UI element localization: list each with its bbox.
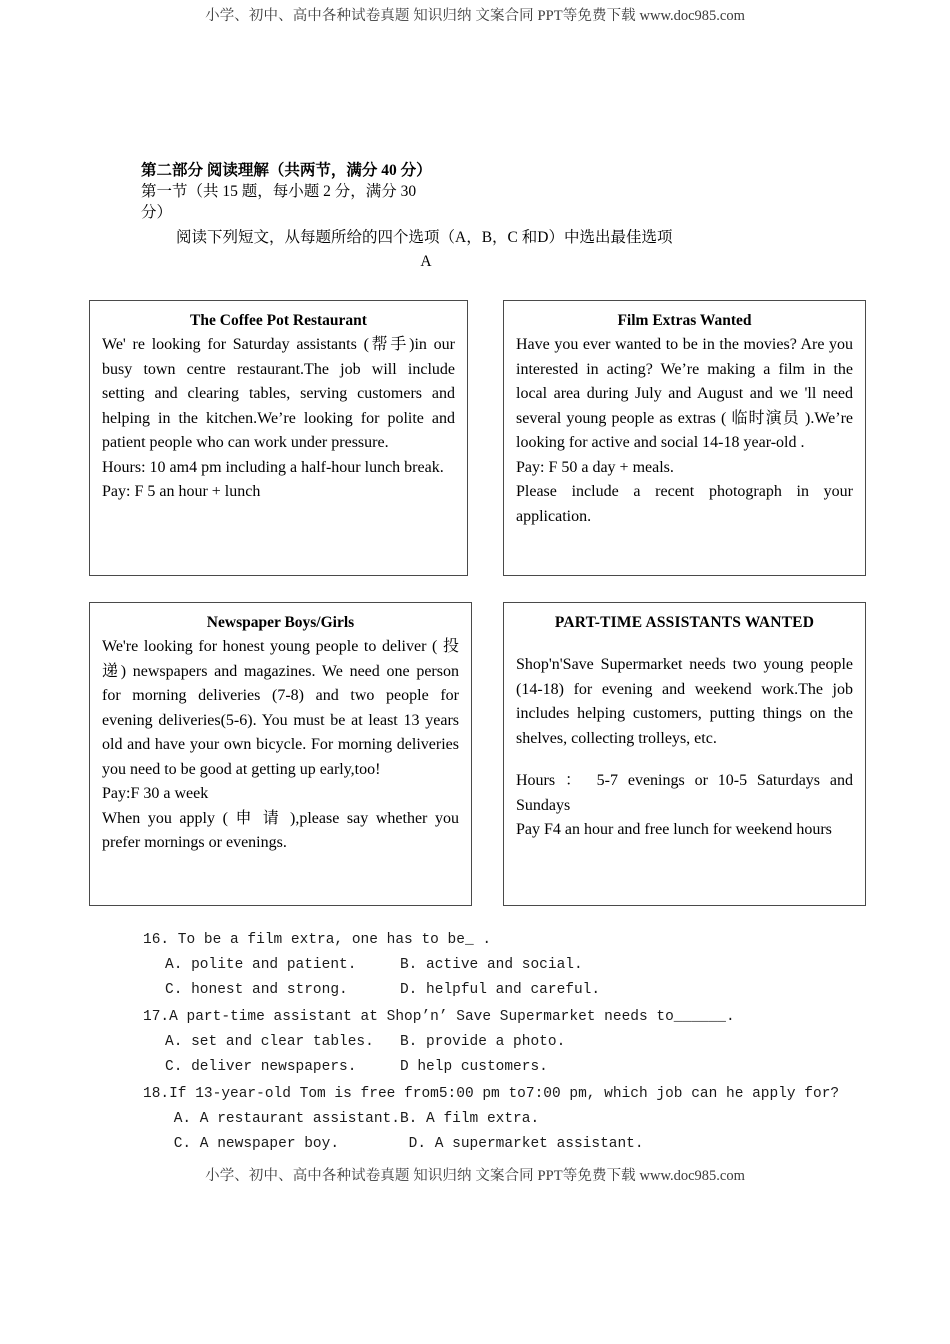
ad-body xyxy=(516,635,853,843)
ad-title: Film Extras Wanted xyxy=(617,312,752,329)
question-stem: 17.A part-time assistant at Shop’n’ Save Supermarket needs to______. xyxy=(143,1009,735,1025)
ad-box-film-extras-wanted xyxy=(503,300,866,576)
header-watermark-url: www.doc985.com xyxy=(639,8,745,24)
question-item-18 xyxy=(143,1082,903,1157)
question-item-16 xyxy=(143,928,903,1003)
ad-paragraph: When you apply ( 申 请 ),please say whether you prefer mornings or evenings. xyxy=(102,809,459,851)
ad-spacer xyxy=(516,751,853,769)
part-title: 第二部分 阅读理解（共两节，满分 40 分） xyxy=(141,162,432,179)
footer-watermark-url: www.doc985.com xyxy=(639,1168,745,1184)
question-stem: 18.If 13-year-old Tom is free from5:00 pm to7:00 pm, which job can he apply for? xyxy=(143,1086,840,1102)
header-watermark xyxy=(0,4,950,25)
ad-paragraph: Shop'n'Save Supermarket needs two young people (14-18) for evening and weekend work.The job includes helping customers, putting things on the shelves, collecting trolleys, etc. xyxy=(516,656,853,747)
section-heading-block xyxy=(141,160,841,272)
question-options-row[interactable]: C. A newspaper boy. D. A supermarket assistant. xyxy=(165,1136,644,1152)
passage-letter: A xyxy=(420,253,432,270)
ad-paragraph: We' re looking for Saturday assistants (帮手)in our busy town centre restaurant.The job will include setting and clearing tables, serving customers and helping in the kitchen.We’re looking for polite and patient people who can work under pressure. xyxy=(102,336,455,451)
ad-body xyxy=(102,635,459,856)
question-options-row[interactable]: C. deliver newspapers. D help customers. xyxy=(165,1059,548,1075)
question-options-row[interactable]: A. polite and patient. B. active and social. xyxy=(165,957,583,973)
question-options-row[interactable]: A. A restaurant assistant.B. A film extra. xyxy=(165,1111,540,1127)
header-watermark-text: 小学、初中、高中各种试卷真题 知识归纳 文案合同 PPT等免费下载 xyxy=(205,8,636,24)
ad-title: Newspaper Boys/Girls xyxy=(206,614,355,631)
footer-watermark-text: 小学、初中、高中各种试卷真题 知识归纳 文案合同 PPT等免费下载 xyxy=(205,1168,636,1184)
footer-watermark xyxy=(0,1164,950,1185)
ad-paragraph: Please include a recent photograph in your application. xyxy=(516,483,853,525)
ad-spacer xyxy=(516,635,853,653)
ad-paragraph: We're looking for honest young people to deliver ( 投递) newspapers and magazines. We need one person for morning deliveries (7-8) and two people for evening deliveries(5-6). You must be at least 13 years old and have your own bicycle. For morning deliveries you need to be good at getting up early,too! xyxy=(102,638,459,778)
ad-paragraph: Pay F4 an hour and free lunch for weekend hours xyxy=(516,821,832,838)
question-options-row[interactable]: A. set and clear tables. B. provide a photo. xyxy=(165,1034,566,1050)
ad-paragraph: Hours ： 5-7 evenings or 10-5 Saturdays and Sundays xyxy=(516,772,853,814)
ad-paragraph: Have you ever wanted to be in the movies? Are you interested in acting? We’re making a film in the local area during July and August and we 'll need several young people as extras ( 临时演员 ).We’re looking for active and social 14-18 year-old . xyxy=(516,336,853,451)
section-line-2: 分） xyxy=(141,204,173,221)
ad-title: The Coffee Pot Restaurant xyxy=(190,312,367,329)
section-line-1: 第一节（共 15 题，每小题 2 分，满分 30 xyxy=(141,183,417,200)
question-item-17 xyxy=(143,1005,903,1080)
ad-box-newspaper-boys-girls xyxy=(89,602,472,906)
question-stem: 16. To be a film extra, one has to be_ . xyxy=(143,932,492,948)
reading-instruction: 阅读下列短文，从每题所给的四个选项（A，B，C 和D）中选出最佳选项 xyxy=(176,229,673,246)
ad-title: PART-TIME ASSISTANTS WANTED xyxy=(554,614,815,631)
ad-paragraph: Pay: F 5 an hour + lunch xyxy=(102,483,261,500)
ad-box-coffee-pot-restaurant xyxy=(89,300,468,576)
ad-paragraph: Pay: F 50 a day + meals. xyxy=(516,458,674,476)
ad-box-part-time-assistants-wanted xyxy=(503,602,866,906)
ad-body xyxy=(102,333,455,505)
questions-list xyxy=(143,928,903,1159)
ad-paragraph: Hours: 10 am4 pm including a half-hour lunch break. xyxy=(102,458,444,476)
ad-paragraph: Pay:F 30 a week xyxy=(102,785,209,802)
question-options-row[interactable]: C. honest and strong. D. helpful and careful. xyxy=(165,982,601,998)
ad-body xyxy=(516,333,853,529)
